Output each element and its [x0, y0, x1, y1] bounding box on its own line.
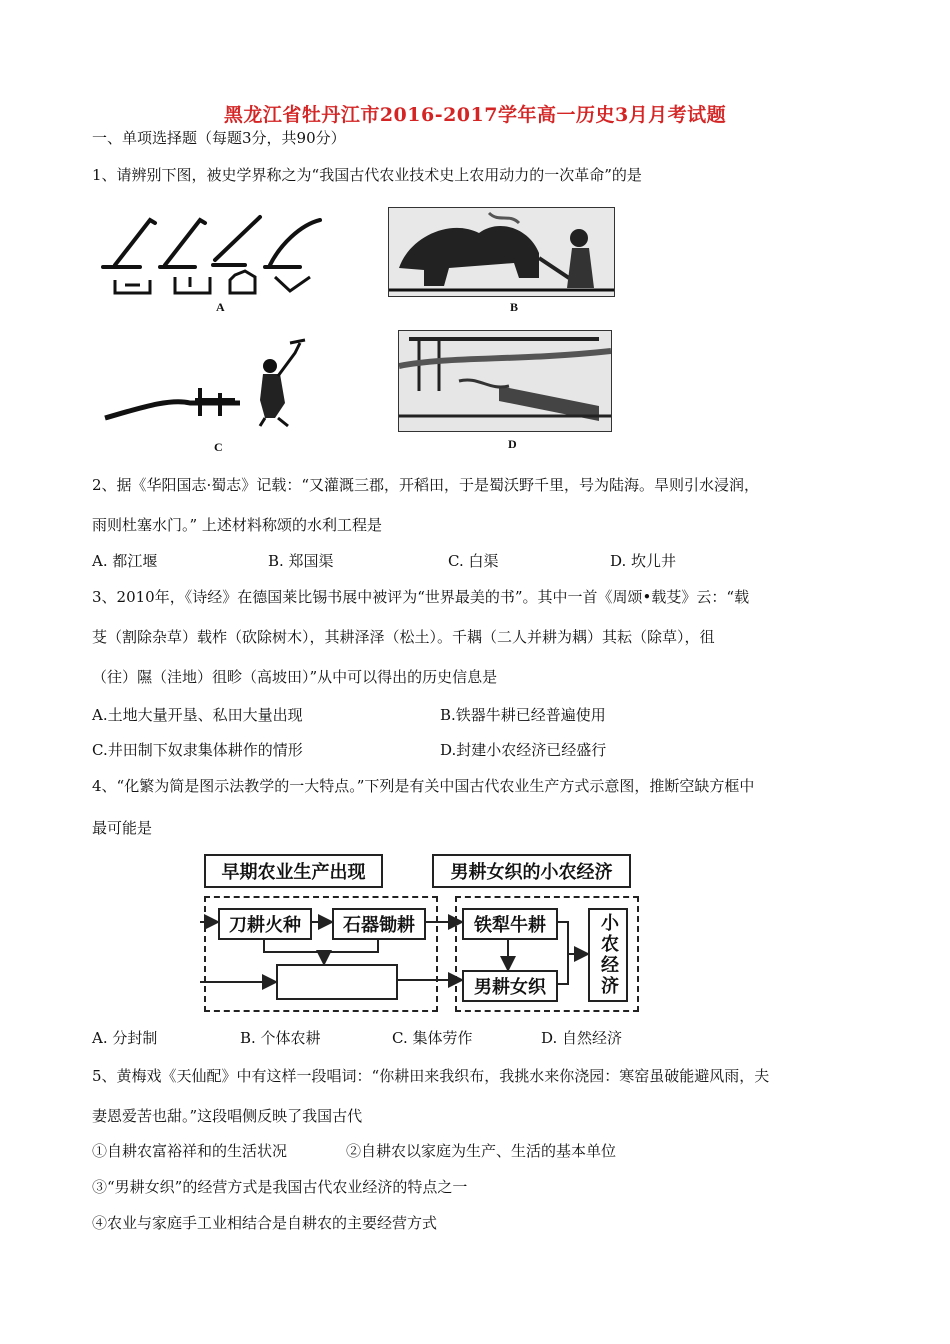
- q5-item-2: ②自耕农以家庭为生产、生活的基本单位: [346, 1142, 617, 1160]
- page-title: 黑龙江省牡丹江市2016-2017学年高一历史3月月考试题: [223, 104, 727, 126]
- image-d-irrigation: [398, 330, 612, 432]
- q3-option-c: C.井田制下奴隶集体耕作的情形: [92, 741, 303, 759]
- caption-a: A: [216, 300, 225, 314]
- diagram-box-iron-plow: 铁犁牛耕: [462, 908, 558, 940]
- caption-b: B: [510, 300, 519, 314]
- q3-option-b: B.铁器牛耕已经普遍使用: [440, 706, 606, 724]
- q5-item-4: ④农业与家庭手工业相结合是自耕农的主要经营方式: [92, 1214, 438, 1232]
- caption-c: C: [214, 440, 223, 454]
- q2-option-d: D. 坎儿井: [610, 552, 677, 570]
- q2-option-c: C. 白渠: [448, 552, 499, 570]
- question-3-stem-line2: 芟（割除杂草）载柞（砍除树木），其耕泽泽（松土）。千耦（二人并耕为耦）其耘（除草），徂: [92, 628, 715, 646]
- diagram-box-slash-burn: 刀耕火种: [218, 908, 312, 940]
- question-2-stem-line1: 2、据《华阳国志·蜀志》记载：“又灌溉三郡，开稻田，于是蜀沃野千里，号为陆海。旱则引水浸润，: [92, 476, 759, 494]
- diagram-box-farm-weave: 男耕女织: [462, 970, 558, 1002]
- diagram-box-stone-hoe: 石器锄耕: [332, 908, 426, 940]
- image-c-man-hoeing: [100, 338, 330, 428]
- section-heading: 一、单项选择题（每题3分，共90分）: [92, 129, 346, 147]
- question-4-stem-line1: 4、“化繁为简是图示法教学的一大特点。”下列是有关中国古代农业生产方式示意图，推断空缺方框中: [92, 777, 755, 795]
- caption-d: D: [508, 437, 517, 451]
- diagram-box-small-peasant: 小农经济: [588, 908, 628, 1002]
- diagram-empty-box: [276, 964, 398, 1000]
- q4-option-d: D. 自然经济: [541, 1029, 623, 1047]
- question-3-stem-line3: （往）隰（洼地）徂畛（高坡田）”从中可以得出的历史信息是: [92, 668, 498, 686]
- question-2-stem-line2: 雨则杜塞水门。” 上述材料称颂的水利工程是: [92, 516, 382, 534]
- question-3-stem-line1: 3、2010年，《诗经》在德国莱比锡书展中被评为“世界最美的书”。其中一首《周颂•载芟》云：“载: [92, 588, 750, 606]
- image-b-ox-plowing: [388, 207, 615, 297]
- diagram-left-header: 早期农业生产出现: [204, 854, 383, 888]
- question-4-stem-line2: 最可能是: [92, 819, 153, 837]
- diagram-right-header: 男耕女织的小农经济: [432, 854, 631, 888]
- q2-option-b: B. 郑国渠: [268, 552, 334, 570]
- q4-option-c: C. 集体劳作: [392, 1029, 473, 1047]
- question-5-stem-line1: 5、黄梅戏《天仙配》中有这样一段唱词：“你耕田来我织布，我挑水来你浇园：寒窑虽破能避风雨，夫: [92, 1067, 770, 1085]
- question-5-stem-line2: 妻恩爱苦也甜。”这段唱侧反映了我国古代: [92, 1107, 363, 1125]
- q2-option-a: A. 都江堰: [92, 552, 158, 570]
- question-1-stem: 1、请辨别下图，被史学界称之为“我国古代农业技术史上农用动力的一次革命”的是: [92, 166, 642, 184]
- image-a-tools: [95, 205, 345, 295]
- q5-item-3: ③“男耕女织”的经营方式是我国古代农业经济的特点之一: [92, 1178, 468, 1196]
- q4-diagram: [200, 850, 645, 1018]
- q5-item-1: ①自耕农富裕祥和的生活状况: [92, 1142, 288, 1160]
- q3-option-d: D.封建小农经济已经盛行: [440, 741, 607, 759]
- q3-option-a: A.土地大量开垦、私田大量出现: [92, 706, 303, 724]
- q4-option-b: B. 个体农耕: [240, 1029, 321, 1047]
- q4-option-a: A. 分封制: [92, 1029, 158, 1047]
